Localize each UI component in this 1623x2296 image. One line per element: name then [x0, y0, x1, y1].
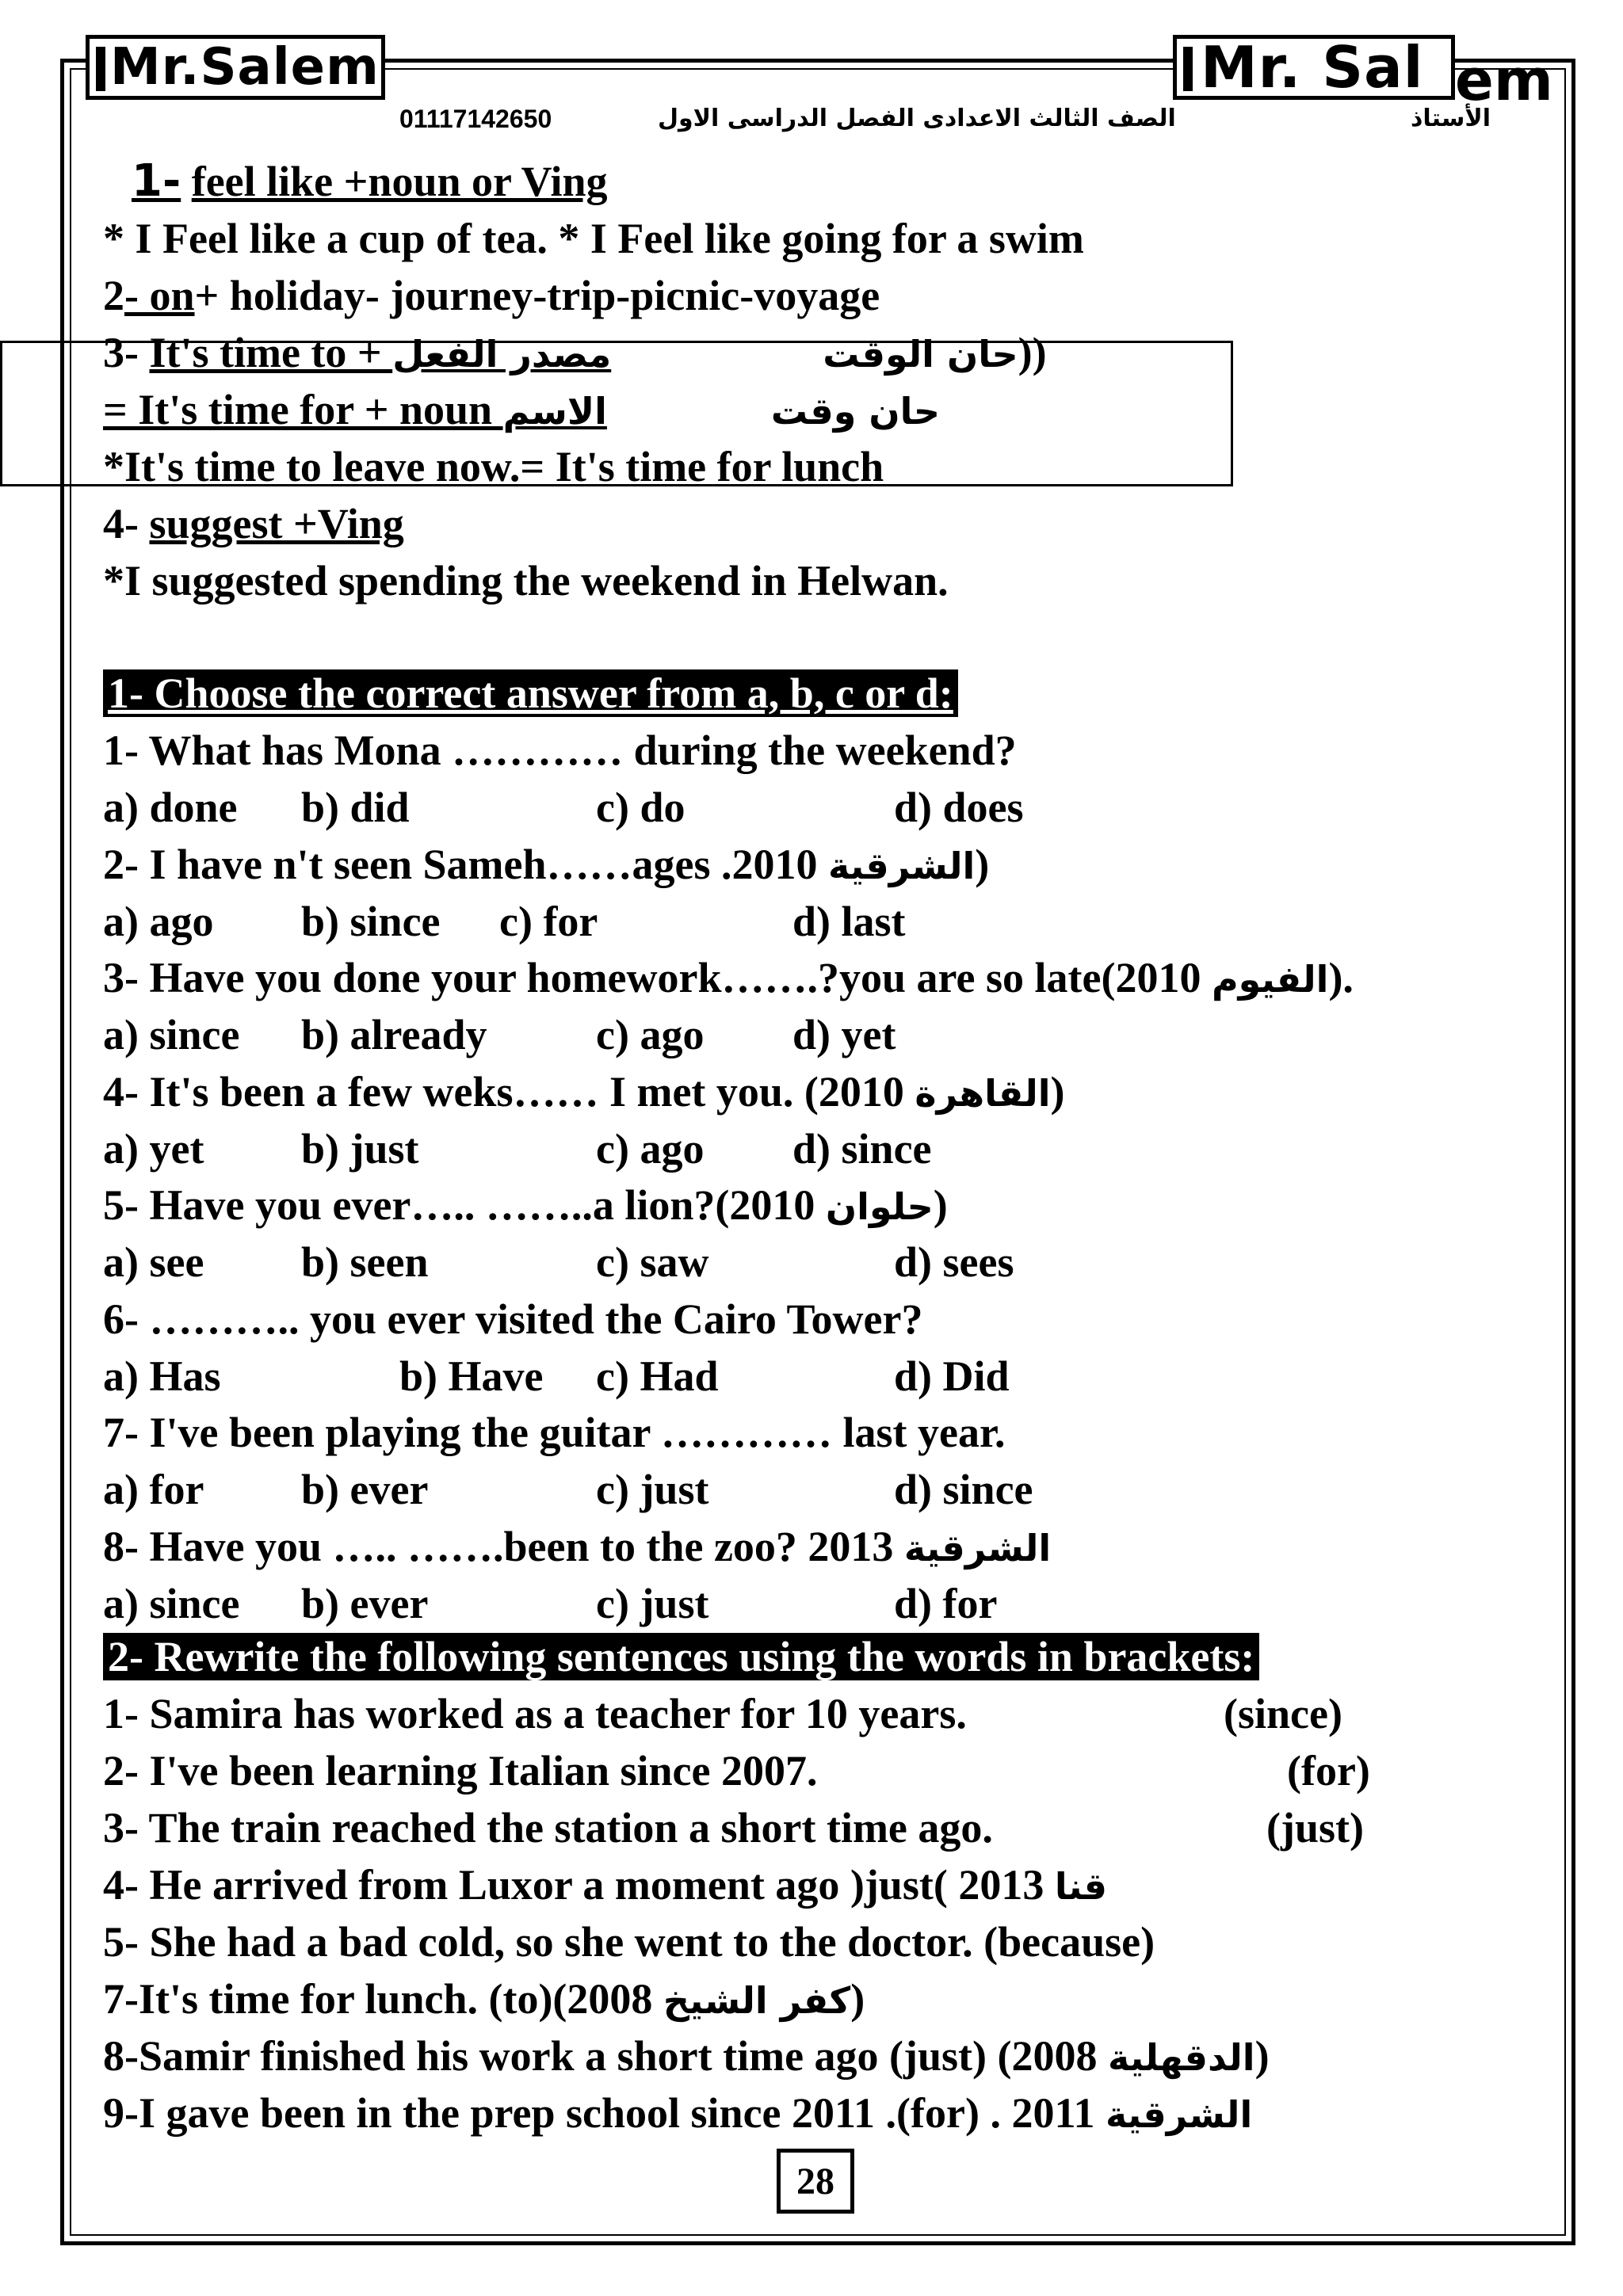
question-4-option-a[interactable]: a) yet	[103, 1125, 204, 1173]
question-6-option-b[interactable]: b) Have	[399, 1352, 544, 1400]
rule-3: 3- It's time to + حان الوقت مصدر الفعل ))	[103, 329, 1047, 376]
rewrite-item-3-keyword: (just)	[1266, 1804, 1364, 1852]
question-1-option-a[interactable]: a) done	[103, 784, 238, 831]
rewrite-item-2: 2- I've been learning Italian since 2007.	[103, 1747, 818, 1794]
rewrite-item-1: 1- Samira has worked as a teacher for 10 years.	[103, 1690, 967, 1737]
question-2-option-a[interactable]: a) ago	[103, 898, 214, 945]
rule-1-example: * I Feel like a cup of tea. * I Feel like going for a swim	[103, 215, 1084, 262]
rewrite-item-1-keyword: (since)	[1224, 1690, 1342, 1737]
question-5-option-a[interactable]: a) see	[103, 1238, 204, 1286]
question-5: 5- Have you ever….. ……..a lion?(2010 حلوان)	[103, 1181, 948, 1229]
rewrite-item-4: 4- He arrived from Luxor a moment ago )just( 2013 قنا	[103, 1861, 1107, 1909]
question-6-option-c[interactable]: c) Had	[596, 1352, 719, 1400]
question-7-option-d[interactable]: d) since	[894, 1466, 1033, 1513]
section-1-title: 1- Choose the correct answer from a, b, c or d:	[103, 667, 958, 719]
question-7-option-b[interactable]: b) ever	[301, 1466, 429, 1513]
rewrite-item-7: 8-Samir finished his work a short time ago (just) (2008 الدقهلية)	[103, 2032, 1270, 2080]
rule-4-example: *I suggested spending the weekend in Helwan.	[103, 557, 949, 605]
page-number: 28	[777, 2149, 854, 2214]
question-8-option-d[interactable]: d) for	[894, 1580, 998, 1627]
question-2-option-d[interactable]: d) last	[792, 898, 906, 945]
question-2-option-b[interactable]: b) since	[301, 898, 441, 945]
question-2-option-c[interactable]: c) for	[499, 898, 598, 945]
rewrite-item-6: 7-It's time for lunch. (to)(2008 كفر الشيخ)	[103, 1975, 865, 2023]
question-4-option-b[interactable]: b) just	[301, 1125, 419, 1173]
logo-right: Mr. Sal	[1173, 35, 1455, 100]
question-7: 7- I've been playing the guitar ………… last year.	[103, 1409, 1006, 1456]
question-4-option-c[interactable]: c) ago	[596, 1125, 705, 1173]
question-6: 6- ……….. you ever visited the Cairo Tower?	[103, 1295, 923, 1343]
question-5-option-d[interactable]: d) sees	[894, 1238, 1014, 1286]
question-8-option-a[interactable]: a) since	[103, 1580, 240, 1627]
question-4: 4- It's been a few weks…… I met you. (2010 القاهرة)	[103, 1068, 1065, 1116]
question-8: 8- Have you ….. …….been to the zoo? 2013 الشرقية	[103, 1523, 1052, 1570]
rule-2: 2- on+ holiday- journey-trip-picnic-voyage	[103, 272, 880, 319]
question-2: 2- I have n't seen Sameh……ages .2010 الشرقية)	[103, 841, 990, 888]
question-3-option-a[interactable]: a) since	[103, 1011, 240, 1058]
question-1-option-c[interactable]: c) do	[596, 784, 685, 831]
teacher-label: الأستاذ	[1411, 105, 1491, 132]
rewrite-item-2-keyword: (for)	[1287, 1747, 1370, 1794]
rule-4: 4- suggest +Ving	[103, 500, 404, 547]
question-8-option-b[interactable]: b) ever	[301, 1580, 429, 1627]
rule-3b: = It's time for + noun حان وقت الاسم	[103, 386, 941, 433]
rewrite-item-5: 5- She had a bad cold, so she went to the doctor. (because)	[103, 1918, 1155, 1966]
question-3: 3- Have you done your homework…….?you are so late(2010 الفيوم).	[103, 954, 1354, 1001]
question-1-option-b[interactable]: b) did	[301, 784, 410, 831]
question-8-option-c[interactable]: c) just	[596, 1580, 709, 1627]
section-2-title: 2- Rewrite the following sentences using the words in brackets:	[103, 1630, 1259, 1683]
question-6-option-d[interactable]: d) Did	[894, 1352, 1010, 1400]
class-info: الصف الثالث الاعدادى الفصل الدراسى الاول	[658, 105, 1176, 132]
rule-3-example: *It's time to leave now.= It's time for lunch	[103, 443, 884, 490]
question-5-option-c[interactable]: c) saw	[596, 1238, 709, 1286]
question-3-option-c[interactable]: c) ago	[596, 1011, 705, 1058]
question-5-option-b[interactable]: b) seen	[301, 1238, 429, 1286]
rewrite-item-3: 3- The train reached the station a short time ago.	[103, 1804, 993, 1852]
logo-left: Mr.Salem	[86, 35, 385, 100]
rule-1: 1- feel like +noun or Ving	[132, 155, 608, 207]
question-7-option-a[interactable]: a) for	[103, 1466, 204, 1513]
question-3-option-b[interactable]: b) already	[301, 1011, 487, 1058]
question-4-option-d[interactable]: d) since	[792, 1125, 932, 1173]
question-1: 1- What has Mona ………… during the weekend?	[103, 727, 1017, 774]
logo-right-suffix: em	[1455, 47, 1553, 113]
question-1-option-d[interactable]: d) does	[894, 784, 1024, 831]
rewrite-item-8: 9-I gave been in the prep school since 2011 .(for) . 2011 الشرقية	[103, 2089, 1253, 2137]
question-7-option-c[interactable]: c) just	[596, 1466, 709, 1513]
question-3-option-d[interactable]: d) yet	[792, 1011, 896, 1058]
question-6-option-a[interactable]: a) Has	[103, 1352, 221, 1400]
phone-number: 01117142650	[399, 105, 552, 133]
